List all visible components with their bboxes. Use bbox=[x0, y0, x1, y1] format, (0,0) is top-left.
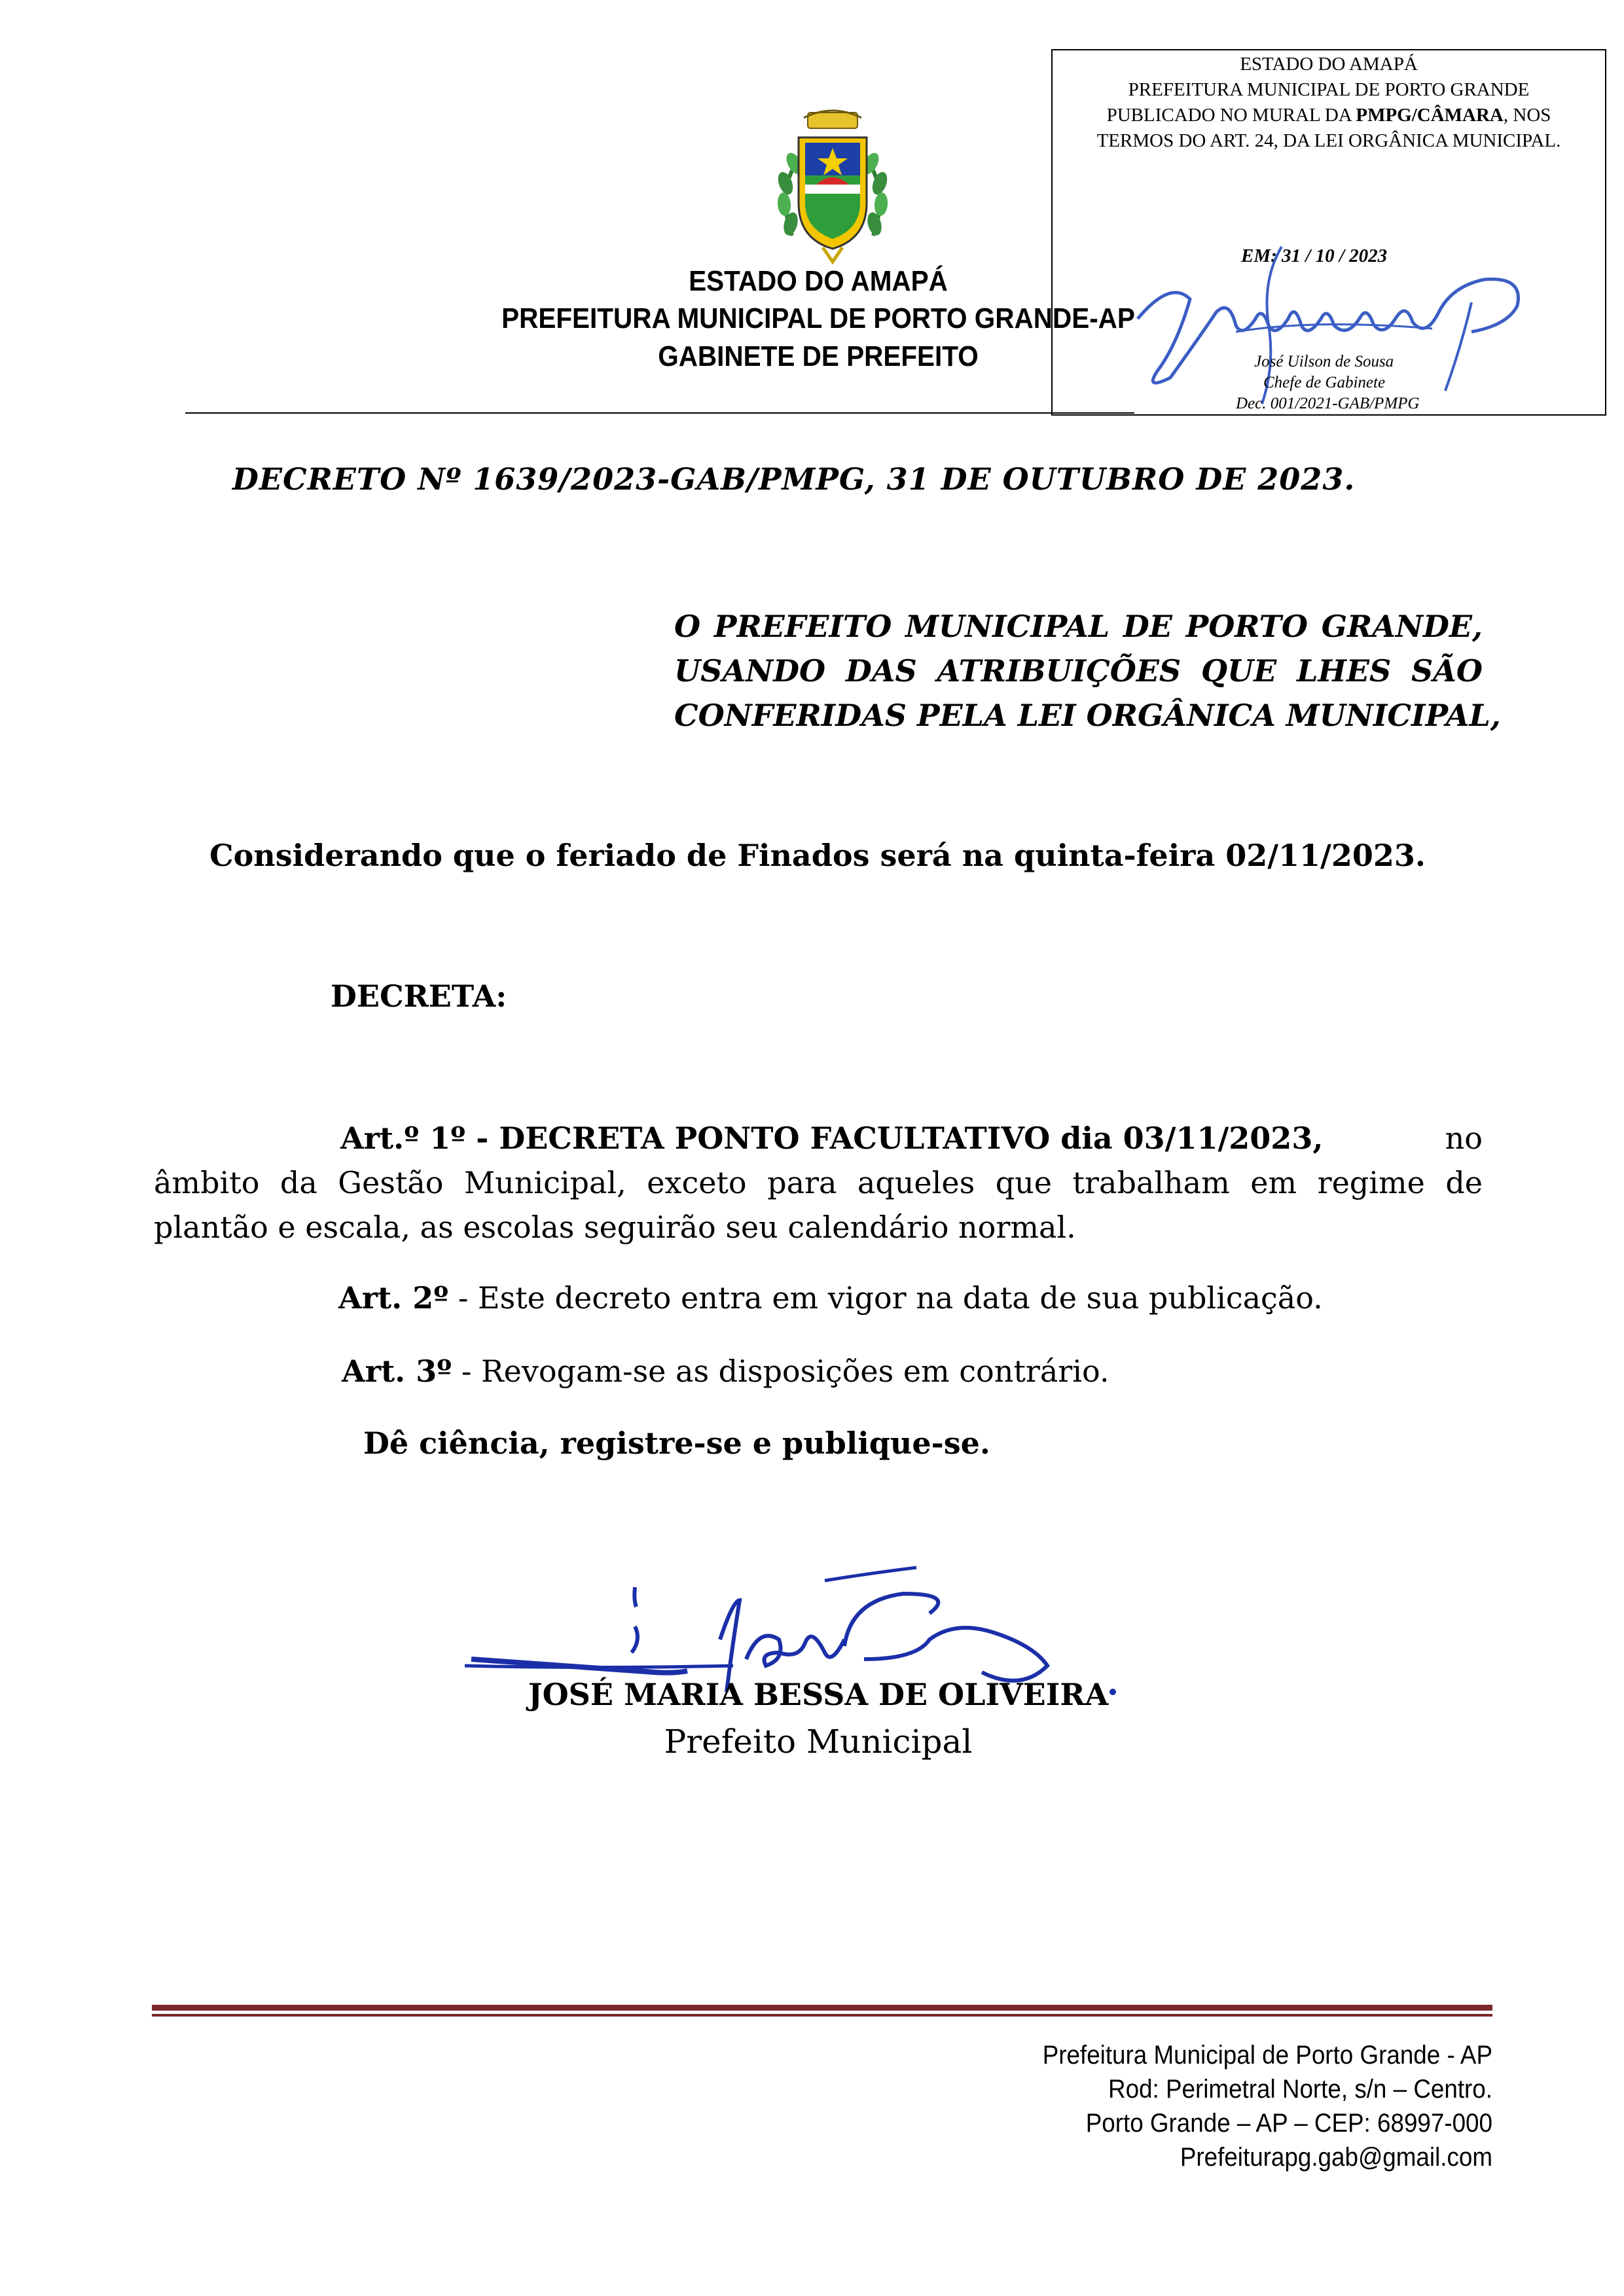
preamble-line-2: USANDO DAS ATRIBUIÇÕES QUE LHES SÃO bbox=[674, 653, 1483, 689]
footer-email: Prefeiturapg.gab@gmail.com bbox=[1180, 2143, 1492, 2172]
stamp-signer-name: José Uilson de Sousa bbox=[1254, 353, 1394, 370]
closing-formula: Dê ciência, registre-se e publique-se. bbox=[363, 1426, 990, 1461]
article-1-label: Art.º 1º - DECRETA PONTO FACULTATIVO dia 03/11/2023, bbox=[340, 1121, 1324, 1156]
coat-of-arms-logo bbox=[761, 105, 905, 265]
stamp-state: ESTADO DO AMAPÁ bbox=[1240, 54, 1418, 75]
header-prefecture: PREFEITURA MUNICIPAL DE PORTO GRANDE-AP bbox=[501, 302, 1135, 334]
stamp-legal-basis: TERMOS DO ART. 24, DA LEI ORGÂNICA MUNICIPAL. bbox=[1096, 130, 1561, 151]
footer-institution: Prefeitura Municipal de Porto Grande - AP bbox=[1042, 2041, 1492, 2070]
footer-address: Rod: Perimetral Norte, s/n – Centro. bbox=[1108, 2075, 1492, 2104]
stamp-signer-role: Chefe de Gabinete bbox=[1263, 374, 1386, 391]
publication-stamp bbox=[1051, 49, 1606, 416]
header-divider bbox=[185, 412, 1134, 414]
footer-divider-thick bbox=[152, 2005, 1492, 2011]
stamp-signer-decree: Dec. 001/2021-GAB/PMPG bbox=[1236, 395, 1420, 412]
header-office: GABINETE DE PREFEITO bbox=[658, 340, 979, 372]
decreta-heading: DECRETA: bbox=[331, 978, 507, 1014]
preamble-line-1: O PREFEITO MUNICIPAL DE PORTO GRANDE, bbox=[674, 609, 1483, 644]
stamp-published-line: PUBLICADO NO MURAL DA PMPG/CÂMARA, NOS bbox=[1106, 105, 1551, 126]
footer-divider-thin bbox=[152, 2014, 1492, 2017]
footer-city-cep: Porto Grande – AP – CEP: 68997-000 bbox=[1085, 2109, 1492, 2138]
signer-role: Prefeito Municipal bbox=[664, 1723, 973, 1761]
article-1-line-2: âmbito da Gestão Municipal, exceto para aqueles que trabalham em regime de bbox=[154, 1165, 1483, 1200]
article-1-line-1: Art.º 1º - DECRETA PONTO FACULTATIVO dia 03/11/2023, no bbox=[340, 1121, 1483, 1156]
decree-title: DECRETO Nº 1639/2023-GAB/PMPG, 31 DE OUTUBRO DE 2023. bbox=[232, 461, 1356, 497]
article-3: Art. 3º - Revogam-se as disposições em contrário. bbox=[342, 1354, 1110, 1389]
stamp-prefecture: PREFEITURA MUNICIPAL DE PORTO GRANDE bbox=[1128, 79, 1530, 100]
stamp-date: EM: 31 / 10 / 2023 bbox=[1241, 245, 1388, 266]
preamble-line-3: CONFERIDAS PELA LEI ORGÂNICA MUNICIPAL, bbox=[674, 698, 1501, 733]
header-state: ESTADO DO AMAPÁ bbox=[689, 265, 948, 297]
article-2: Art. 2º - Este decreto entra em vigor na data de sua publicação. bbox=[338, 1280, 1323, 1316]
article-1-line-3: plantão e escala, as escolas seguirão seu calendário normal. bbox=[154, 1210, 1076, 1245]
considering-clause: Considerando que o feriado de Finados será na quinta-feira 02/11/2023. bbox=[209, 838, 1426, 873]
signer-name: JOSÉ MARIA BESSA DE OLIVEIRA bbox=[528, 1677, 1109, 1712]
